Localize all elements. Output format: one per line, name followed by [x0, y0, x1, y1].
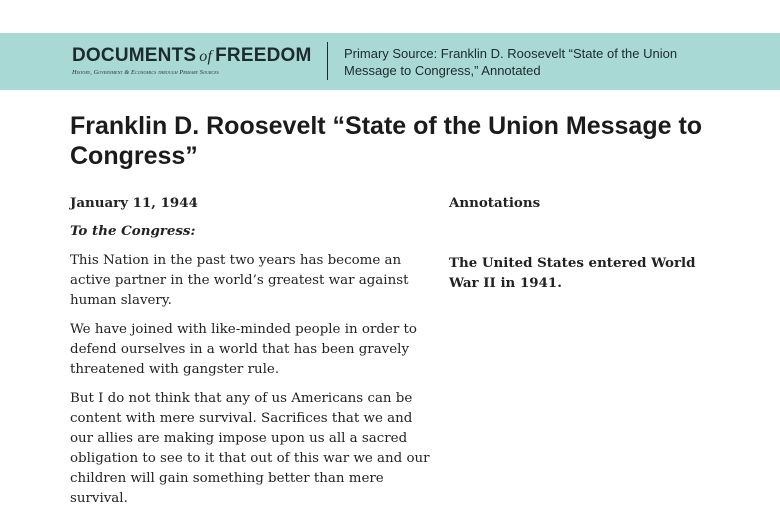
- header-banner: [0, 33, 780, 90]
- header-divider: [327, 42, 328, 80]
- logo-word-documents: DOCUMENTS: [72, 45, 197, 66]
- document-paragraph: But I do not think that any of us Americans can be content with mere survival. Sacrifices that we and our allies are making impose upon us all a sacred obligation to see to it that out of this war we and our children will gain something better than mere survival.: [70, 391, 430, 506]
- annotation-note: The United States entered World War II in 1941.: [449, 255, 696, 291]
- document-salutation: To the Congress:: [70, 223, 196, 239]
- logo-word-of: of: [199, 48, 213, 65]
- document-date: January 11, 1944: [70, 195, 198, 211]
- annotations-column: [449, 193, 719, 291]
- document-title: Franklin D. Roosevelt “State of the Union Message to Congress”: [70, 112, 703, 170]
- logo-tagline: History, Government & Economics through Primary Sources: [72, 69, 219, 76]
- logo-wordmark: [72, 45, 312, 68]
- header-page-title: Primary Source: Franklin D. Roosevelt “State of the Union Message to Congress,” Annotated: [344, 46, 678, 78]
- source-text-column: [70, 193, 430, 518]
- site-logo[interactable]: [72, 45, 312, 76]
- document-paragraph: We have joined with like-minded people in order to defend ourselves in a world that has been gravely threatened with gangster rule.: [70, 322, 417, 377]
- annotations-heading: Annotations: [449, 195, 541, 211]
- logo-word-freedom: FREEDOM: [215, 45, 312, 66]
- document-paragraph: This Nation in the past two years has become an active partner in the world’s greatest war against human slavery.: [70, 253, 409, 308]
